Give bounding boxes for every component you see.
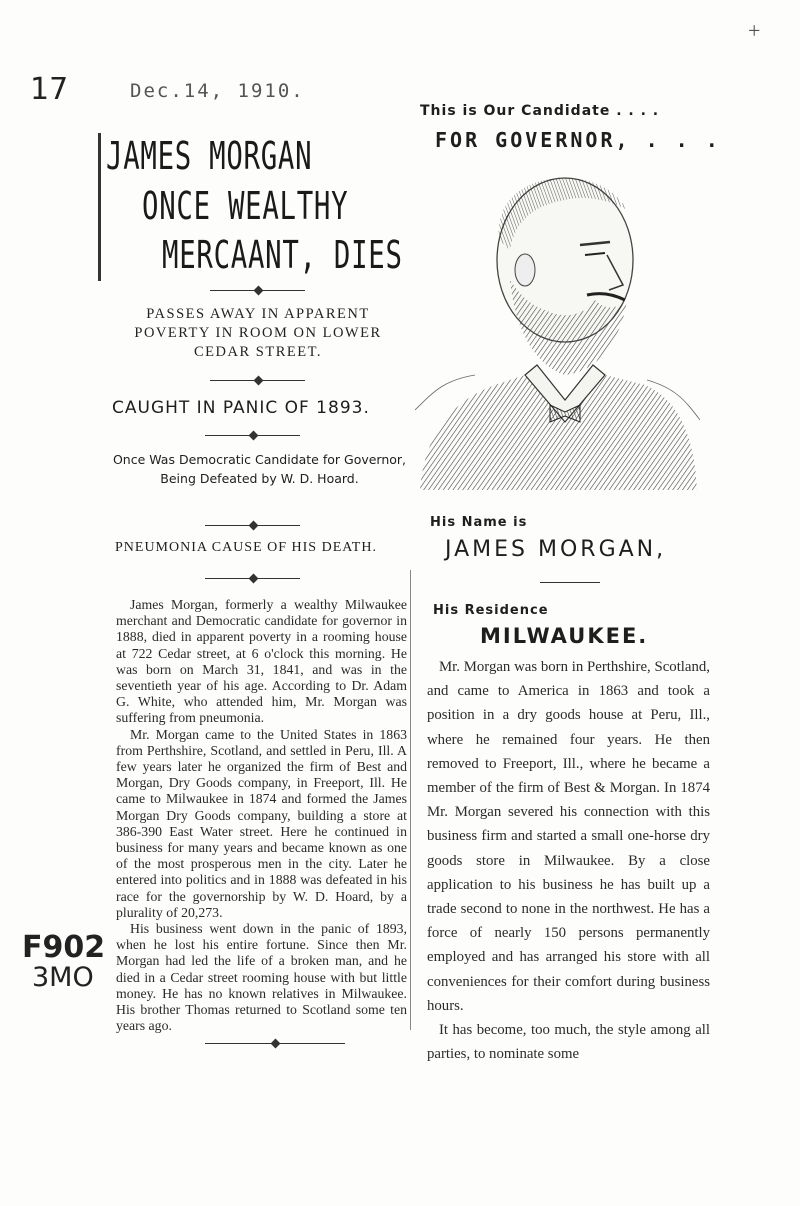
headline-line-2: ONCE WEALTHY <box>142 184 349 228</box>
paragraph: His business went down in the panic of 1893, when he lost his entire fortune. Since then Mr. Morgan had led the life of a broken man, and he died in a Cedar street rooming house with but little money. He has no known relatives in Milwaukee. His brother Thomas returned to Scotland some ten years ago. <box>116 921 407 1034</box>
divider <box>540 582 600 583</box>
divider <box>210 380 305 381</box>
deck-2: CAUGHT IN PANIC OF 1893. <box>112 398 370 418</box>
file-code: F902 <box>22 930 106 965</box>
clip-date: Dec.14, 1910. <box>130 80 305 102</box>
divider <box>205 525 300 526</box>
ad-title: FOR GOVERNOR, . . . <box>435 128 721 152</box>
page-number: 17 <box>30 72 69 107</box>
candidate-name: JAMES MORGAN, <box>445 537 667 562</box>
paragraph: James Morgan, formerly a wealthy Milwaukee merchant and Democratic candidate for governor in 1888, died in apparent poverty in a rooming house at 722 Cedar street, at 6 o'clock this morning. He was born on March 31, 1841, and was in the seventieth year of his age. According to Dr. Adam G. White, who attended him, Mr. Morgan was suffering from pneumonia. <box>116 597 407 726</box>
deck-4: PNEUMONIA CAUSE OF HIS DEATH. <box>115 540 377 555</box>
residence-label: His Residence <box>433 603 549 618</box>
end-divider <box>205 1043 345 1044</box>
corner-mark: + <box>748 18 761 43</box>
headline-line-1: JAMES MORGAN <box>106 134 313 178</box>
headline-line-3: MERCAANT, DIES <box>162 233 403 277</box>
deck-3: Once Was Democratic Candidate for Governor, Being Defeated by W. D. Hoard. <box>112 452 407 486</box>
left-article-body <box>116 597 407 1034</box>
file-code-2: 3MO <box>32 962 94 993</box>
divider <box>205 435 300 436</box>
deck-1: PASSES AWAY IN APPARENT POVERTY IN ROOM ON LOWER CEDAR STREET. <box>134 306 382 360</box>
paragraph: Mr. Morgan was born in Perthshire, Scotland, and came to America in 1863 and took a position in a dry goods house at Peru, Ill., where he remained four years. He then removed to Freeport, Ill., where he became a member of the firm of Best & Morgan. In 1874 Mr. Morgan severed his connection with this business firm and started a small one-horse dry goods store in Milwaukee. By a close application to his business he has built up a trade second to none in the northwest. He has a force of nearly 150 persons permanently employed and has arranged his store with all conveniences for their comfort during business hours. <box>427 659 710 1014</box>
divider <box>210 290 305 291</box>
paragraph: Mr. Morgan came to the United States in 1863 from Perthshire, Scotland, and settled in Peru, Ill. A few years later he organized the firm of Best and Morgan, Dry Goods company, in Freeport, Ill. He came to Milwaukee in 1874 and formed the James Morgan Dry Goods company, building a store at 386-390 East Water street. Here he continued in business for many years and became known as one of the most prosperous men in the city. Later he entered into politics and in 1888 was defeated in his race for the governorship by W. D. Hoard, by a plurality of 20,273. <box>116 726 407 920</box>
residence: MILWAUKEE. <box>480 624 649 648</box>
headline-rule <box>98 133 101 281</box>
kicker: This is Our Candidate . . . . <box>420 103 660 119</box>
paragraph: It has become, too much, the style among all parties, to nominate some <box>427 1022 710 1063</box>
engraved-portrait-icon <box>415 160 700 505</box>
name-label: His Name is <box>430 515 528 530</box>
divider <box>205 578 300 579</box>
right-article-body <box>427 655 710 1066</box>
column-rule <box>410 570 411 1030</box>
